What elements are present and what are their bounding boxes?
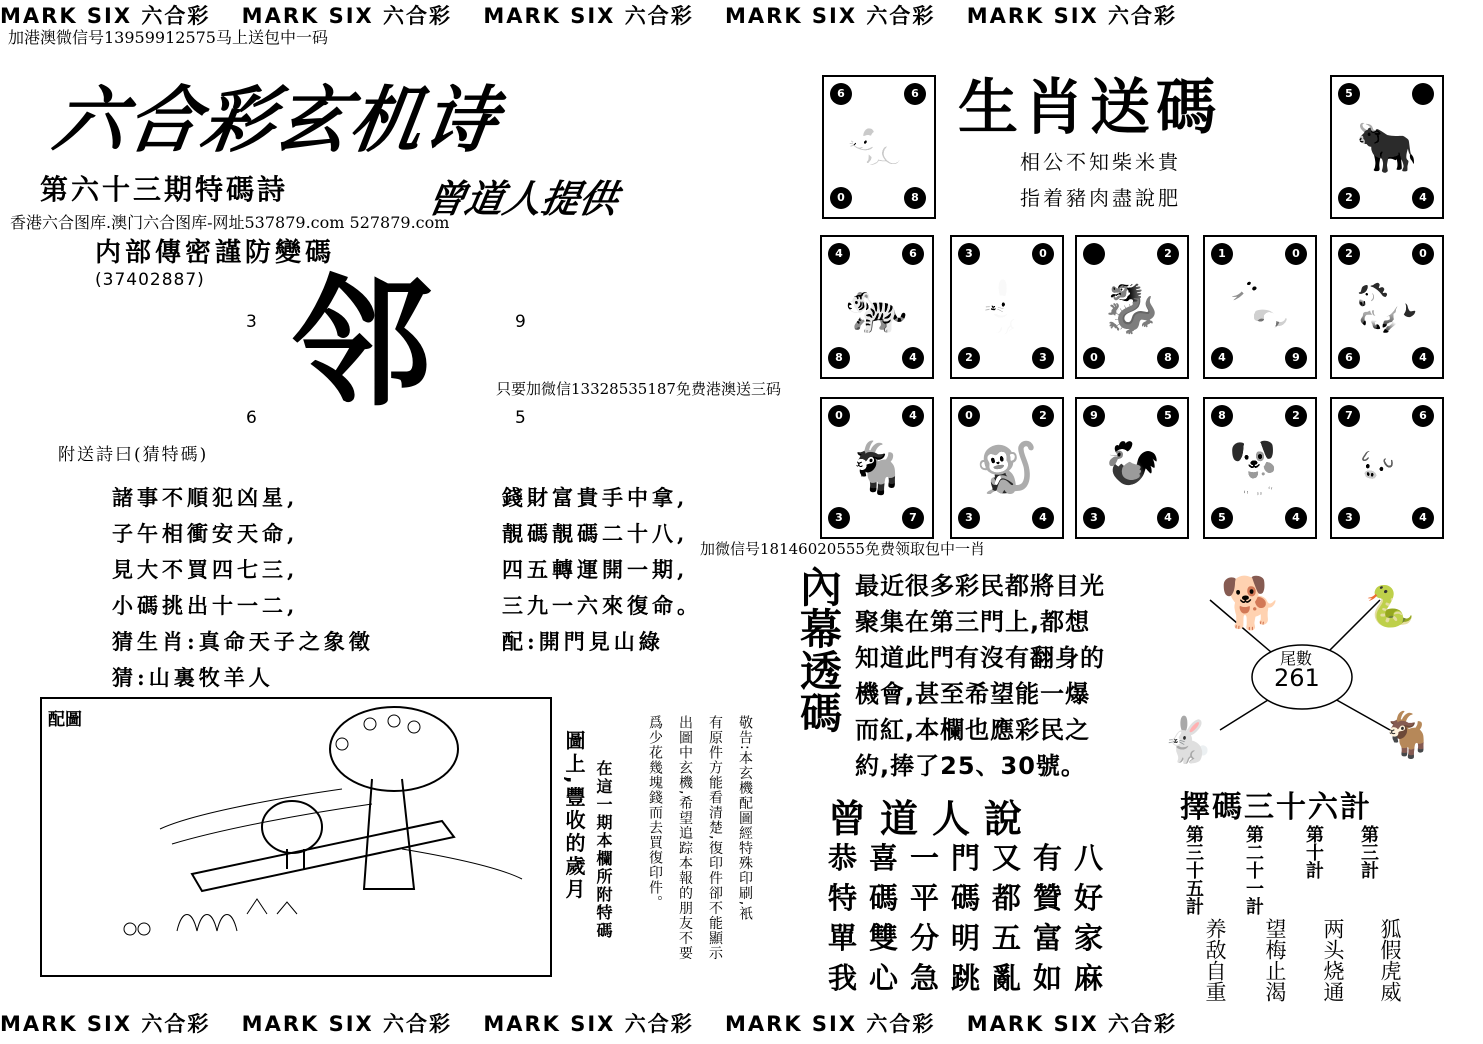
- card-number-dot: 2: [958, 347, 980, 369]
- card-number-dot: 8: [1211, 405, 1233, 427]
- card-number-dot: 8: [904, 187, 926, 209]
- banner-text: MARK SIX 六合彩: [0, 1012, 211, 1036]
- notice-column: 有原件方能看清楚,復印件卻不能顯示: [707, 715, 723, 961]
- card-number-dot: 6: [904, 83, 926, 105]
- card-number-dot: 4: [1412, 347, 1434, 369]
- tail-label: 尾數: [1280, 649, 1313, 668]
- zeng-title: 曾道人說: [828, 797, 1037, 841]
- bottom-banner: [0, 1008, 1483, 1038]
- strategy-body: 两头烧通: [1321, 918, 1345, 1002]
- card-number-dot: 2: [1338, 243, 1360, 265]
- card-number-dot: 3: [1032, 347, 1054, 369]
- wechat-note: 加微信号18146020555免费领取包中一肖: [700, 540, 985, 558]
- zeng-row: 特碼平碼都贊好: [828, 881, 1116, 915]
- mid-note: 只要加微信13328535187免费港澳送三码: [496, 380, 781, 398]
- card-number-dot: [1083, 243, 1105, 265]
- caption-column-b: 圖上,豐收的歲月: [562, 730, 586, 902]
- zeng-rows: [828, 838, 1115, 998]
- card-number-dot: 3: [1083, 507, 1105, 529]
- inner-text-line: 聚集在第三門上,都想: [855, 608, 1091, 636]
- poem-left-line: 小碼挑出十一二,: [112, 593, 299, 618]
- card-number-dot: 2: [1338, 187, 1360, 209]
- poem-right-line: 配:開門見山綠: [502, 629, 664, 654]
- card-number-dot: 0: [1083, 347, 1105, 369]
- banner-text: MARK SIX 六合彩: [241, 4, 453, 28]
- inner-text: [855, 568, 1105, 784]
- notice-column: 出圖中玄機,希望追踪本報的朋友不要: [677, 715, 693, 961]
- zodiac-line: 相公不知柴米貴: [1020, 150, 1181, 174]
- corner-number-br: 5: [515, 408, 526, 428]
- period-title: 第六十三期特碼詩: [40, 173, 289, 206]
- card-number-dot: 5: [1157, 405, 1179, 427]
- corner-number-tr: 9: [515, 312, 526, 332]
- inner-text-line: 約,捧了25、30號。: [855, 752, 1086, 780]
- zeng-row: 單雙分明五富家: [828, 921, 1116, 955]
- zodiac-card-rabbit: [950, 235, 1064, 379]
- zodiac-card-monkey: [950, 397, 1064, 539]
- card-number-dot: 4: [1285, 507, 1307, 529]
- tail-value: 261: [1274, 664, 1320, 692]
- zodiac-card-pig: [1330, 397, 1444, 539]
- pig-icon: 🐖: [1355, 439, 1419, 497]
- dog-icon: 🐕: [1220, 574, 1283, 632]
- rabbit-icon: 🐇: [1160, 715, 1215, 766]
- poem-right-line: 錢財富貴手中拿,: [502, 485, 689, 510]
- notice-column: 爲少花幾塊錢而去買復印件。: [647, 715, 663, 910]
- inner-text-line: 最近很多彩民都將目光: [855, 572, 1105, 600]
- monkey-icon: 🐒: [975, 439, 1039, 497]
- goat-icon: 🐐: [845, 439, 909, 497]
- zodiac-card-rooster: [1075, 397, 1189, 539]
- banner-text: MARK SIX 六合彩: [0, 4, 211, 28]
- zodiac-card-goat: [820, 397, 934, 539]
- snake-icon: 🐍: [1228, 278, 1292, 336]
- strategy-title: 擇碼三十六計: [1180, 790, 1372, 825]
- card-number-dot: 2: [1032, 405, 1054, 427]
- card-number-dot: 4: [828, 243, 850, 265]
- card-number-dot: 2: [1285, 405, 1307, 427]
- site-line: 香港六合图库.澳门六合图库-网址537879.com 527879.com: [10, 213, 450, 232]
- poem-right-line: 靚碼靚碼二十八,: [502, 521, 689, 546]
- poem-left-line: 子午相衝安天命,: [112, 521, 299, 546]
- provider-title: 曾道人提供: [423, 177, 622, 221]
- rabbit-icon: 🐇: [975, 278, 1039, 336]
- phone-number: (37402887): [95, 270, 205, 290]
- zodiac-title: 生肖送碼: [958, 73, 1222, 143]
- poem-left-line: 猜:山裏牧羊人: [112, 665, 274, 690]
- card-number-dot: 4: [1412, 507, 1434, 529]
- corner-number-tl: 3: [246, 312, 257, 332]
- banner-text: MARK SIX 六合彩: [966, 4, 1178, 28]
- zodiac-card-snake: [1203, 235, 1317, 379]
- goat-icon: 🐐: [1380, 710, 1435, 761]
- zodiac-card-horse: [1330, 235, 1444, 379]
- poem-right-line: 三九一六來復命。: [502, 593, 702, 618]
- card-number-dot: 9: [1083, 405, 1105, 427]
- top-note: 加港澳微信号13959912575马上送包中一码: [8, 28, 328, 47]
- card-number-dot: 7: [1338, 405, 1360, 427]
- horse-icon: 🐎: [1355, 278, 1419, 336]
- card-number-dot: 5: [1338, 83, 1360, 105]
- strategy-head: 第三計: [1358, 825, 1379, 879]
- dragon-icon: 🐉: [1100, 278, 1164, 336]
- secret-line: 内部傳密謹防變碼: [95, 238, 336, 268]
- zodiac-card-dog: [1203, 397, 1317, 539]
- card-number-dot: 8: [828, 347, 850, 369]
- strategy-head: 第十計: [1303, 825, 1324, 879]
- card-number-dot: 3: [958, 243, 980, 265]
- rat-icon: 🐀: [847, 118, 911, 176]
- zeng-row: 恭喜一門又有八: [828, 841, 1116, 875]
- card-number-dot: 2: [1157, 243, 1179, 265]
- main-title: 六合彩玄机诗: [48, 78, 505, 162]
- banner-text: MARK SIX 六合彩: [483, 1012, 694, 1036]
- card-number-dot: 0: [1412, 243, 1434, 265]
- rooster-icon: 🐓: [1100, 439, 1164, 497]
- banner-text: MARK SIX 六合彩: [483, 4, 694, 28]
- poem-header: 附送詩曰(猜特碼): [58, 445, 209, 465]
- banner-text: MARK SIX 六合彩: [725, 1012, 936, 1036]
- strategy-head: 第二十一計: [1243, 825, 1264, 915]
- strategy-head: 第三十五計: [1183, 825, 1204, 915]
- card-number-dot: 6: [902, 243, 924, 265]
- card-number-dot: 0: [958, 405, 980, 427]
- card-number-dot: 4: [902, 405, 924, 427]
- card-number-dot: 4: [1412, 187, 1434, 209]
- card-number-dot: 0: [1032, 243, 1054, 265]
- card-number-dot: 6: [830, 83, 852, 105]
- poem-left-line: 見大不買四七三,: [112, 557, 299, 582]
- picture-box: [40, 697, 552, 977]
- zodiac-card-dragon: [1075, 235, 1189, 379]
- zodiac-line: 指着豬肉盡說肥: [1020, 186, 1181, 210]
- card-number-dot: 0: [1285, 243, 1307, 265]
- card-number-dot: 4: [902, 347, 924, 369]
- ox-icon: 🐂: [1355, 118, 1419, 176]
- strategy-body: 养敌自重: [1203, 918, 1227, 1002]
- picture-label: 配圖: [48, 710, 82, 730]
- corner-number-bl: 6: [246, 408, 257, 428]
- zodiac-card-rat: [822, 75, 936, 219]
- inner-text-line: 機會,甚至希望能一爆: [855, 680, 1091, 708]
- card-number-dot: 4: [1157, 507, 1179, 529]
- caption-column-a: 在這一期本欄所附特碼: [594, 760, 613, 940]
- banner-text: MARK SIX 六合彩: [725, 4, 936, 28]
- snake-icon: 🐍: [1365, 584, 1415, 630]
- card-number-dot: 6: [1412, 405, 1434, 427]
- zodiac-card-ox: [1330, 75, 1444, 219]
- strategy-body: 狐假虎威: [1378, 918, 1402, 1002]
- zodiac-card-tiger: [820, 235, 934, 379]
- card-number-dot: 6: [1338, 347, 1360, 369]
- card-number-dot: 4: [1211, 347, 1233, 369]
- card-number-dot: [1412, 83, 1434, 105]
- inner-text-line: 知道此門有沒有翻身的: [855, 644, 1105, 672]
- card-number-dot: 9: [1285, 347, 1307, 369]
- big-character: 邻: [292, 263, 433, 426]
- card-number-dot: 8: [1157, 347, 1179, 369]
- card-number-dot: 5: [1211, 507, 1233, 529]
- poem-right-line: 四五轉運開一期,: [502, 557, 689, 582]
- card-number-dot: 3: [1338, 507, 1360, 529]
- card-number-dot: 4: [1032, 507, 1054, 529]
- poem-left-line: 猜生肖:真命天子之象徵: [112, 629, 374, 654]
- inner-text-line: 而紅,本欄也應彩民之: [855, 716, 1091, 744]
- tiger-icon: 🐅: [845, 278, 909, 336]
- elephant-illustration: [42, 699, 550, 975]
- dog-icon: 🐕: [1228, 439, 1292, 497]
- card-number-dot: 0: [830, 187, 852, 209]
- card-number-dot: 3: [828, 507, 850, 529]
- card-number-dot: 7: [902, 507, 924, 529]
- banner-text: MARK SIX 六合彩: [966, 1012, 1178, 1036]
- banner-text: MARK SIX 六合彩: [241, 1012, 453, 1036]
- zeng-row: 我心急跳亂如麻: [828, 961, 1116, 995]
- card-number-dot: 0: [828, 405, 850, 427]
- inner-title: 內幕透碼: [794, 565, 843, 733]
- card-number-dot: 3: [958, 507, 980, 529]
- poem-left-line: 諸事不順犯凶星,: [112, 485, 299, 510]
- notice-column: 敬告:本玄機配圖經特殊印刷,衹: [737, 715, 753, 922]
- card-number-dot: 1: [1211, 243, 1233, 265]
- strategy-body: 望梅止渴: [1263, 918, 1287, 1002]
